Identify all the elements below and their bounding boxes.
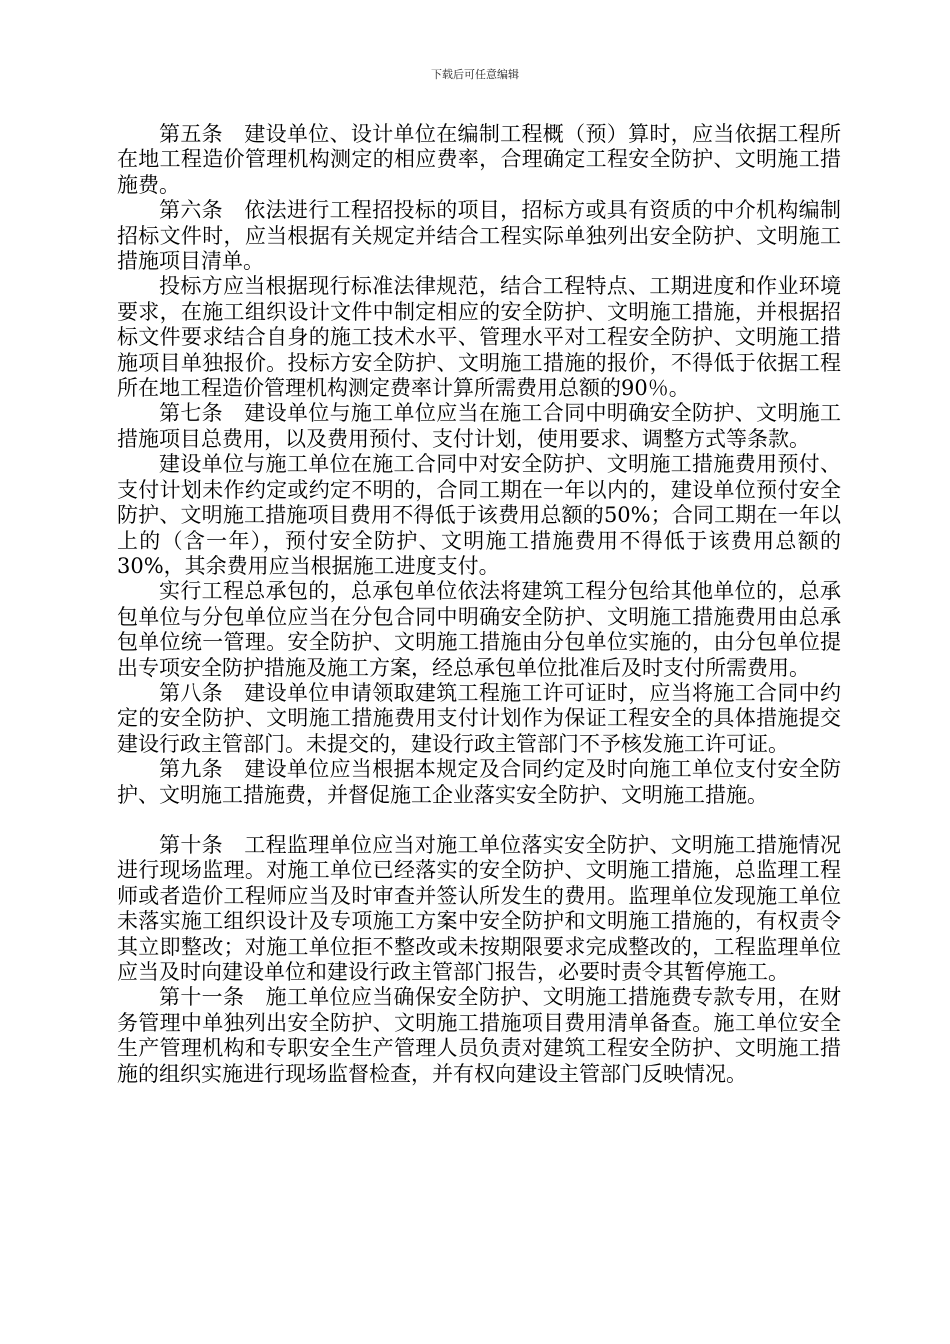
document-body — [117, 122, 841, 1087]
article-10-paragraph: 第十条 工程监理单位应当对施工单位落实安全防护、文明施工措施情况进行现场监理。对施工单位已经落实的安全防护、文明施工措施，总监理工程师或者造价工程师应当及时审查并签认所发生的费用。监理单位发现施工单位未落实施工组织设计及专项施工方案中安全防护和文明施工措施的，有权责令其立即整改；对施工单位拒不整改或未按期限要求完成整改的，工程监理单位应当及时向建设单位和建设行政主管部门报告，必要时责令其暂停施工。 — [117, 832, 841, 984]
article-6-paragraph: 第六条 依法进行工程招投标的项目，招标方或具有资质的中介机构编制招标文件时，应当根据有关规定并结合工程实际单独列出安全防护、文明施工措施项目清单。 — [117, 198, 841, 274]
bidder-quote-paragraph: 投标方应当根据现行标准法律规范，结合工程特点、工期进度和作业环境要求，在施工组织设计文件中制定相应的安全防护、文明施工措施，并根据招标文件要求结合自身的施工技术水平、管理水平对工程安全防护、文明施工措施项目单独报价。投标方安全防护、文明施工措施的报价，不得低于依据工程所在地工程造价管理机构测定费率计算所需费用总额的90％。 — [117, 274, 841, 401]
article-5-paragraph: 第五条 建设单位、设计单位在编制工程概（预）算时，应当依据工程所在地工程造价管理机构测定的相应费率，合理确定工程安全防护、文明施工措施费。 — [117, 122, 841, 197]
article-7-paragraph: 第七条 建设单位与施工单位应当在施工合同中明确安全防护、文明施工措施项目总费用，以及费用预付、支付计划，使用要求、调整方式等条款。 — [117, 401, 841, 451]
page-header: 下载后可任意编辑 — [431, 68, 519, 81]
paragraph-spacer — [117, 808, 841, 833]
general-contract-paragraph: 实行工程总承包的，总承包单位依法将建筑工程分包给其他单位的，总承包单位与分包单位应当在分包合同中明确安全防护、文明施工措施费用由总承包单位统一管理。安全防护、文明施工措施由分包单位实施的，由分包单位提出专项安全防护措施及施工方案，经总承包单位批准后及时支付所需费用。 — [117, 579, 841, 680]
prepayment-paragraph: 建设单位与施工单位在施工合同中对安全防护、文明施工措施费用预付、支付计划未作约定或约定不明的，合同工期在一年以内的，建设单位预付安全防护、文明施工措施项目费用不得低于该费用总额的50%；合同工期在一年以上的（含一年），预付安全防护、文明施工措施费用不得低于该费用总额的30%，其余费用应当根据施工进度支付。 — [117, 452, 841, 578]
article-9-paragraph: 第九条 建设单位应当根据本规定及合同约定及时向施工单位支付安全防护、文明施工措施费，并督促施工企业落实安全防护、文明施工措施。 — [117, 757, 841, 807]
article-11-paragraph: 第十一条 施工单位应当确保安全防护、文明施工措施费专款专用，在财务管理中单独列出安全防护、文明施工措施项目费用清单备查。施工单位安全生产管理机构和专职安全生产管理人员负责对建筑工程安全防护、文明施工措施的组织实施进行现场监督检查，并有权向建设主管部门反映情况。 — [117, 985, 841, 1086]
article-8-paragraph: 第八条 建设单位申请领取建筑工程施工许可证时，应当将施工合同中约定的安全防护、文明施工措施费用支付计划作为保证工程安全的具体措施提交建设行政主管部门。未提交的，建设行政主管部门不予核发施工许可证。 — [117, 680, 841, 756]
